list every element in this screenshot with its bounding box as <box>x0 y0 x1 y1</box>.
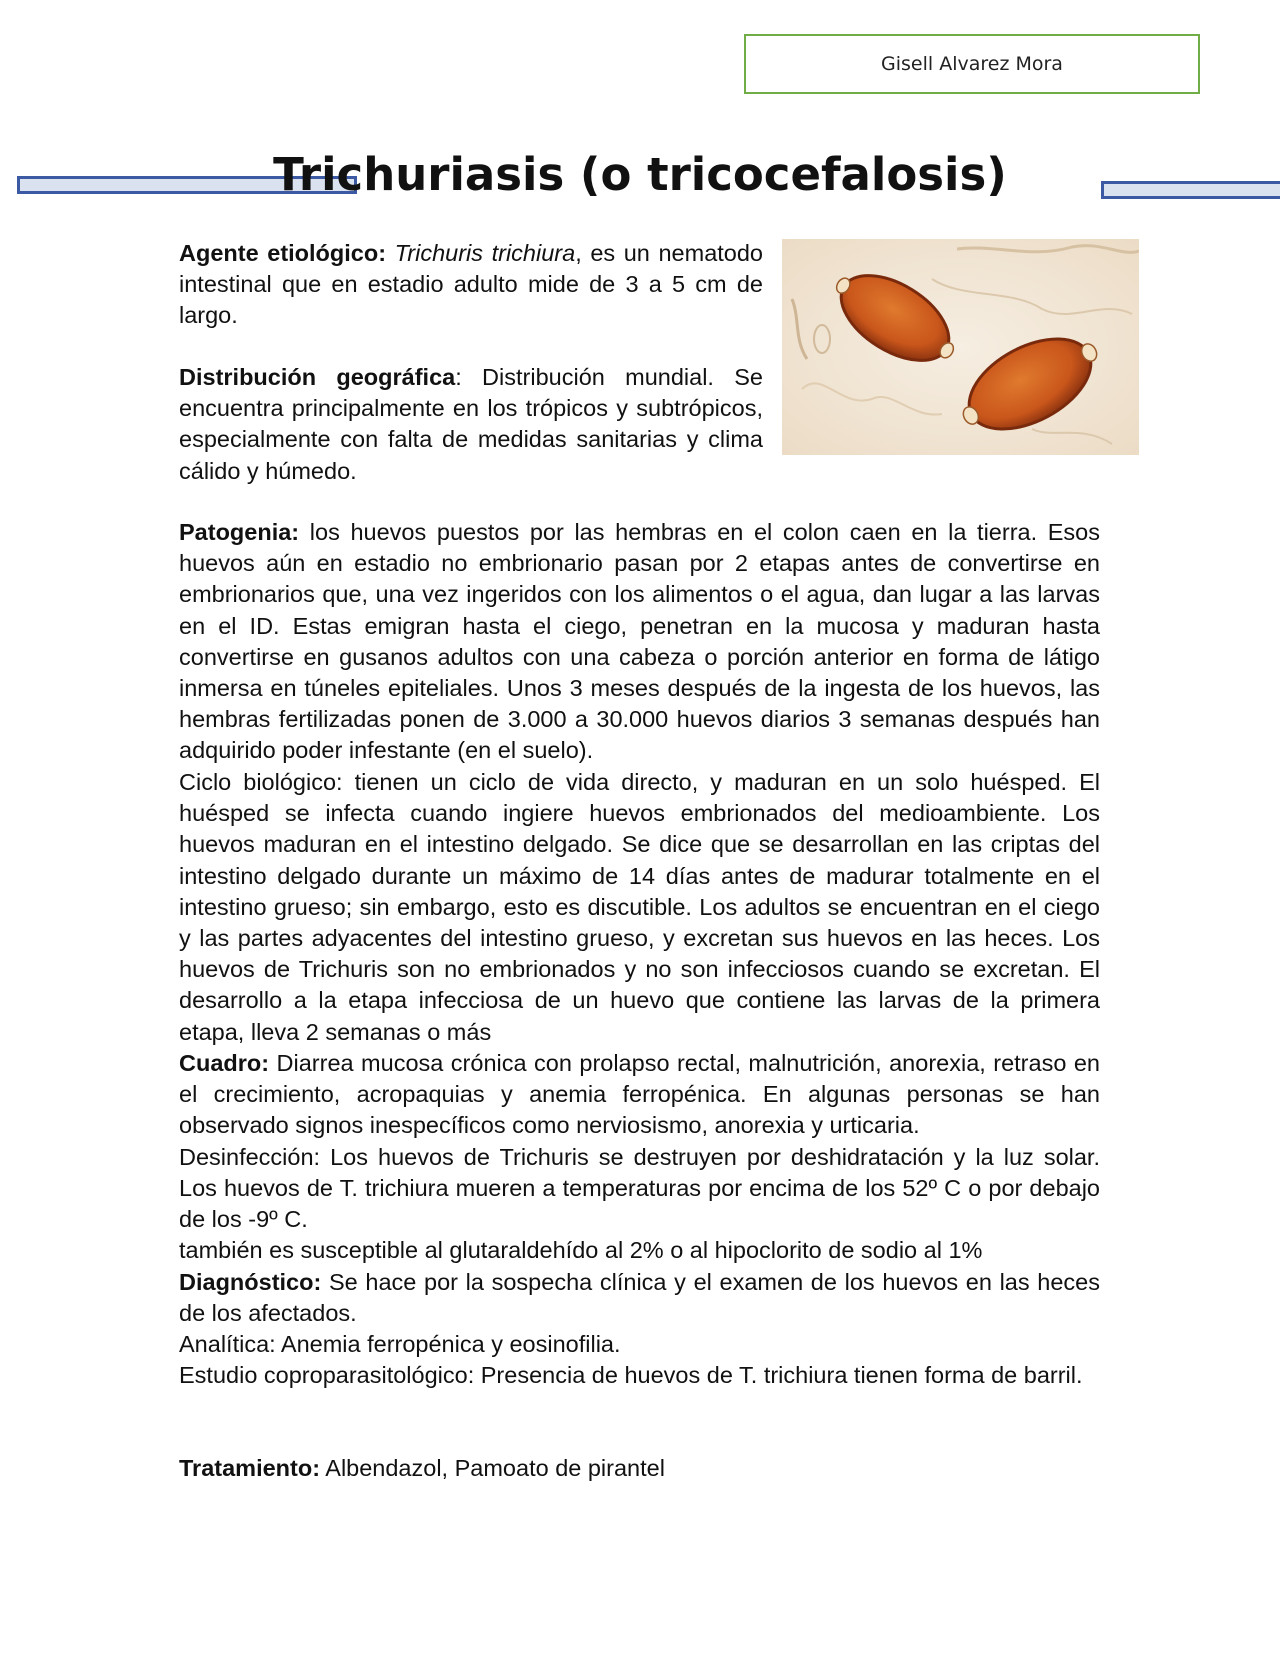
analitica-paragraph: Analítica: Anemia ferropénica y eosinofilia. <box>179 1331 621 1357</box>
diagnostico-label: Diagnóstico: <box>179 1269 322 1295</box>
page-title: Trichuriasis (o tricocefalosis) <box>273 148 1007 201</box>
cuadro-label: Cuadro: <box>179 1050 270 1076</box>
agente-species: Trichuris trichiura <box>394 240 576 266</box>
tratamiento-text: Albendazol, Pamoato de pirantel <box>320 1455 665 1481</box>
author-name: Gisell Alvarez Mora <box>881 53 1063 75</box>
cuadro-text: Diarrea mucosa crónica con prolapso rectal, malnutrición, anorexia, retraso en el crecimiento, acropaquias y anemia ferropénica. En algunas personas se han observado signos inespecíficos como nerviosismo, anorexia y urticaria. <box>179 1050 1100 1139</box>
distribucion-paragraph <box>179 362 763 487</box>
diagnostico-text: Se hace por la sospecha clínica y el examen de los huevos en las heces de los afectados. <box>179 1269 1100 1327</box>
distribucion-label: Distribución geográfica <box>179 364 456 390</box>
trichuris-eggs-image <box>782 239 1139 455</box>
agente-text: , es un nematodo intestinal que en estadio adulto mide de 3 a 5 cm de largo. <box>179 240 763 329</box>
cuadro-paragraph <box>179 1048 1100 1142</box>
patogenia-text: los huevos puestos por las hembras en el colon caen en la tierra. Esos huevos aún en estadio no embrionario pasan por 2 etapas antes de convertirse en embrionarios que, una vez ingeridos con los alimentos o el agua, dan lugar a las larvas en el ID. Estas emigran hasta el ciego, penetran en la mucosa y maduran hasta convertirse en gusanos adultos con una cabeza o porción anterior en forma de látigo inmersa en túneles epiteliales. Unos 3 meses después de la ingesta de los huevos, las hembras fertilizadas ponen de 3.000 a 30.000 huevos diarios 3 semanas después han adquirido poder infestante (en el suelo). <box>179 519 1100 764</box>
author-box <box>744 34 1200 94</box>
patogenia-paragraph <box>179 517 1100 767</box>
trichuris-eggs-micrograph-icon <box>782 239 1139 455</box>
ciclo-paragraph: Ciclo biológico: tienen un ciclo de vida directo, y maduran en un solo huésped. El huésped se infecta cuando ingiere huevos embrionados del medioambiente. Los huevos maduran en el intestino delgado. Se dice que se desarrollan en las criptas del intestino delgado durante un máximo de 14 días antes de madurar totalmente en el intestino grueso; sin embargo, esto es discutible. Los adultos se encuentran en el ciego y las partes adyacentes del intestino grueso, y excretan sus huevos en las heces. Los huevos de Trichuris son no embrionados y no son infecciosos cuando se excretan. El desarrollo a la etapa infecciosa de un huevo que contiene las larvas de la primera etapa, lleva 2 semanas o más <box>179 769 1100 1045</box>
agente-label: Agente etiológico: <box>179 240 387 266</box>
desinfeccion-paragraph: Desinfección: Los huevos de Trichuris se destruyen por deshidratación y la luz solar. Los huevos de T. trichiura mueren a temperaturas por encima de los 52º C o por debajo de los -9º C. <box>179 1144 1100 1233</box>
tratamiento-paragraph <box>179 1453 1100 1484</box>
estudio-paragraph: Estudio coproparasitológico: Presencia de huevos de T. trichiura tienen forma de barril. <box>179 1362 1083 1388</box>
agente-paragraph <box>179 238 763 332</box>
patogenia-label: Patogenia: <box>179 519 300 545</box>
tratamiento-label: Tratamiento: <box>179 1455 321 1481</box>
title-decoration-right <box>1101 181 1280 199</box>
distribucion-text: : Distribución mundial. Se encuentra principalmente en los trópicos y subtrópicos, especialmente con falta de medidas sanitarias y clima cálido y húmedo. <box>179 364 763 484</box>
diagnostico-paragraph <box>179 1267 1100 1329</box>
susceptible-paragraph: también es susceptible al glutaraldehído al 2% o al hipoclorito de sodio al 1% <box>179 1237 983 1263</box>
